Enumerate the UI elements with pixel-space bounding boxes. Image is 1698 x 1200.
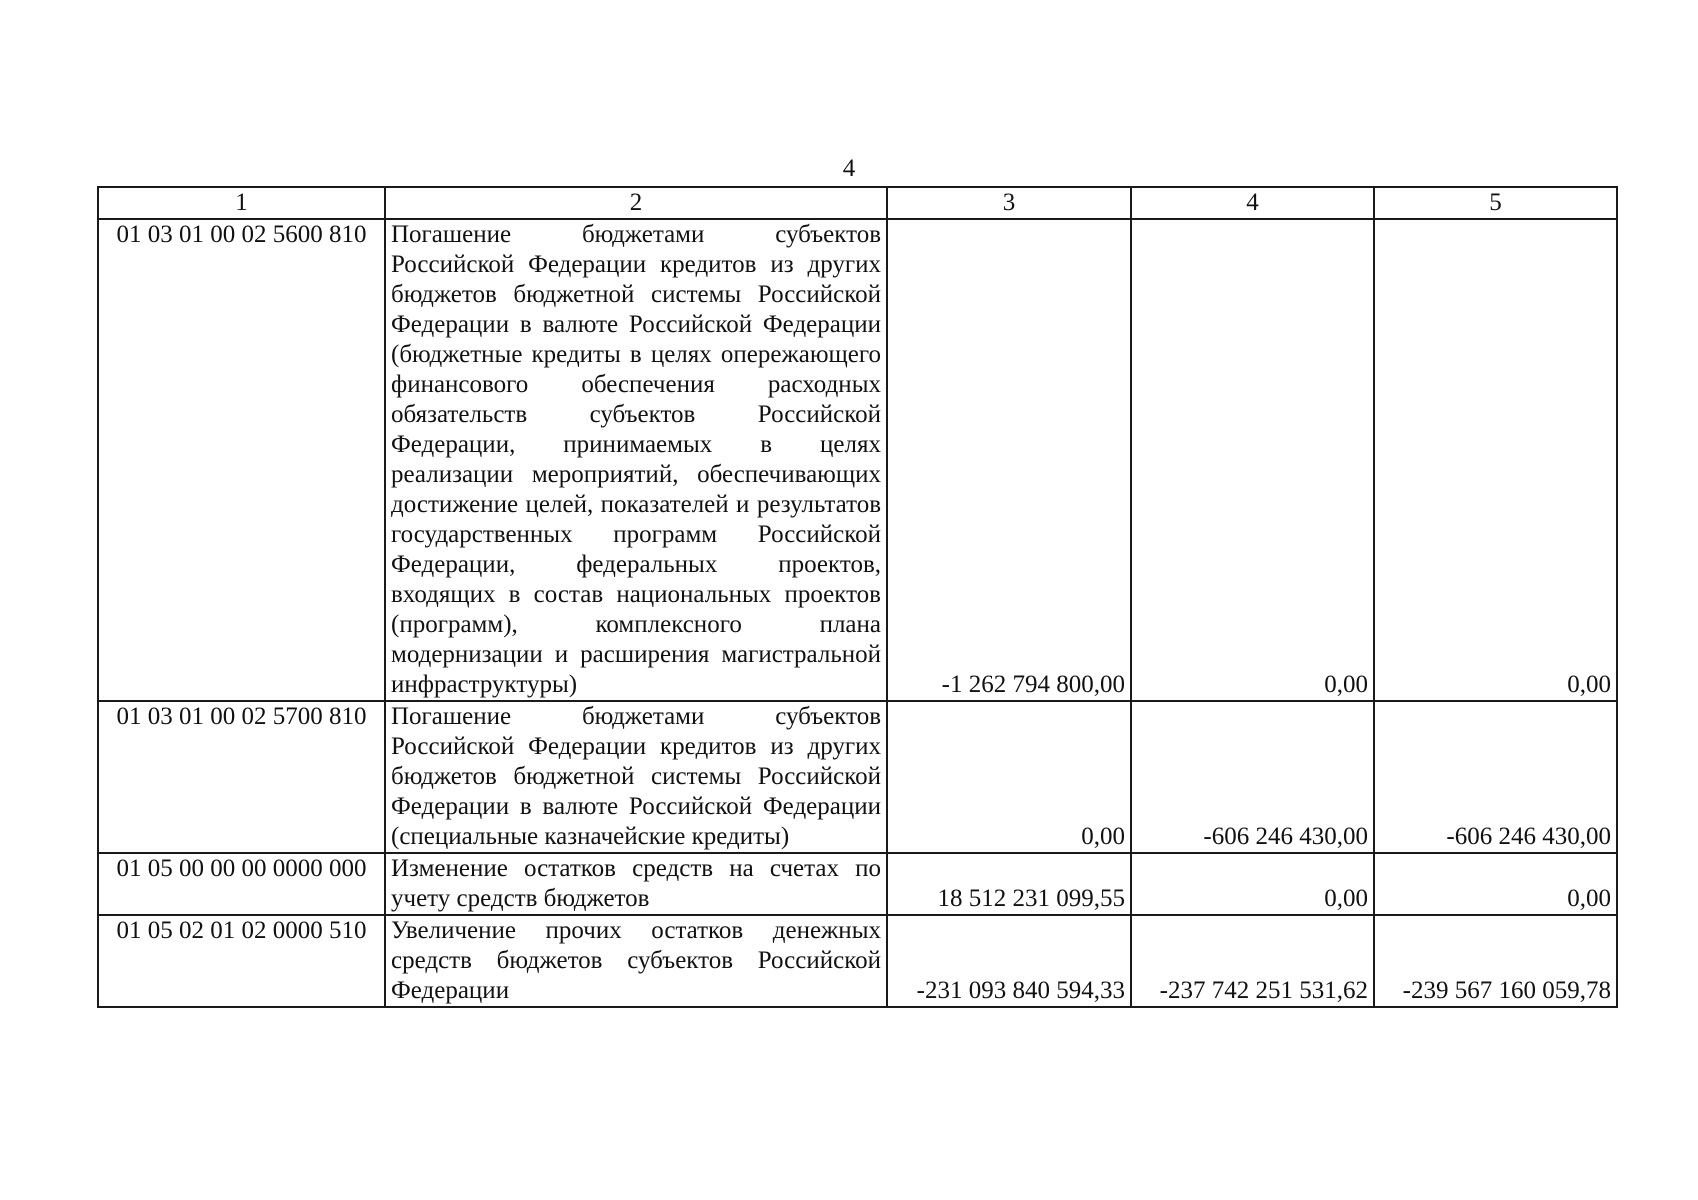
item-name: Погашение бюджетами субъектов Российской Федерации кредитов из других бюджетов бюджетной системы Российской Федерации в валюте Российской Федерации (бюджетные кредиты в целях опережающего финансового обеспечения расходных обязательств субъектов Российской Федерации, принимаемых в целях реализации мероприятий, обеспечивающих достижение целей, показателей и результатов государственных программ Российской Федерации, федеральных проектов, входящих в состав национальных проектов (программ), комплексного плана модернизации и расширения магистральной инфраструктуры) — [385, 219, 887, 701]
budget-sources-table — [97, 186, 1618, 1008]
amount-col3: 18 512 231 099,55 — [887, 853, 1131, 915]
column-number-row — [98, 187, 1617, 219]
budget-code: 01 05 00 00 00 0000 000 — [98, 853, 385, 915]
item-name: Изменение остатков средств на счетах по учету средств бюджетов — [385, 853, 887, 915]
amount-col5: -239 567 160 059,78 — [1374, 915, 1617, 1007]
table-row — [98, 701, 1617, 853]
table-row — [98, 219, 1617, 701]
budget-code: 01 03 01 00 02 5600 810 — [98, 219, 385, 701]
column-header-2: 2 — [385, 187, 887, 219]
amount-col5: 0,00 — [1374, 853, 1617, 915]
item-name: Увеличение прочих остатков денежных средств бюджетов субъектов Российской Федерации — [385, 915, 887, 1007]
amount-col4: -606 246 430,00 — [1131, 701, 1374, 853]
table-row — [98, 915, 1617, 1007]
amount-col4: 0,00 — [1131, 853, 1374, 915]
item-name: Погашение бюджетами субъектов Российской Федерации кредитов из других бюджетов бюджетной системы Российской Федерации в валюте Российской Федерации (специальные казначейские кредиты) — [385, 701, 887, 853]
amount-col5: 0,00 — [1374, 219, 1617, 701]
budget-code: 01 05 02 01 02 0000 510 — [98, 915, 385, 1007]
column-header-5: 5 — [1374, 187, 1617, 219]
amount-col3: -1 262 794 800,00 — [887, 219, 1131, 701]
amount-col3: 0,00 — [887, 701, 1131, 853]
amount-col5: -606 246 430,00 — [1374, 701, 1617, 853]
amount-col3: -231 093 840 594,33 — [887, 915, 1131, 1007]
column-header-3: 3 — [887, 187, 1131, 219]
amount-col4: -237 742 251 531,62 — [1131, 915, 1374, 1007]
amount-col4: 0,00 — [1131, 219, 1374, 701]
table-row — [98, 853, 1617, 915]
budget-code: 01 03 01 00 02 5700 810 — [98, 701, 385, 853]
page-number: 4 — [842, 155, 856, 182]
column-header-4: 4 — [1131, 187, 1374, 219]
column-header-1: 1 — [98, 187, 385, 219]
